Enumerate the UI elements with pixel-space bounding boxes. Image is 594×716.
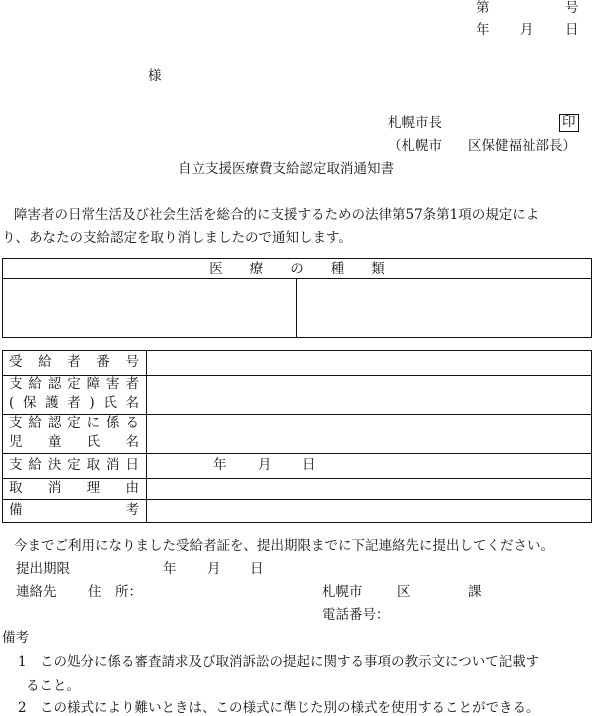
contact-ward: 区 [397,584,411,600]
body-line-2: り、あなたの支給認定を取り消しましたので通知します。 [2,230,352,246]
label-char: 受 [9,354,23,370]
label-char: 消 [106,457,120,473]
row-label-child-name [9,436,139,450]
label-char: 名 [125,434,139,450]
label-char: 氏 [103,395,117,411]
info-table-row-divider [2,453,592,454]
deadline-month: 月 [207,561,221,577]
number-gou-label: 号 [565,0,579,16]
label-char: 害 [106,376,120,392]
label-char: 給 [28,457,42,473]
number-dai-label: 第 [476,0,490,16]
info-table-row-divider [2,478,592,479]
label-char: 日 [125,457,139,473]
label-char: 名 [125,395,139,411]
remarks-item-2-line-1: この様式により難いときは、この様式に準じた別の様式を使用することができる。 [40,700,540,716]
row-label-certified-child [9,417,139,431]
issuer-ward-chief: 区保健福祉部長） [468,138,576,154]
cancel-date-day: 日 [302,457,316,473]
contact-phone-label: 電話番号： [322,607,390,623]
row-label-certified-person [9,378,139,392]
body-line-1: 障害者の日常生活及び社会生活を総合的に支援するための法律第57条第1項の規定によ [14,207,540,223]
remarks-item-1-number: 1 [18,654,27,670]
label-char: 給 [28,415,42,431]
info-table-row-divider [2,499,592,500]
label-char: 支 [9,457,23,473]
cancel-date-month: 月 [258,457,272,473]
contact-city: 札幌市 [322,584,363,600]
label-char: 障 [86,376,101,392]
label-char: 者 [67,395,81,411]
date-year-label: 年 [476,22,490,38]
medical-type-header: 医 療 の 種 類 [209,261,385,277]
cancel-date-year: 年 [213,457,227,473]
label-char: 考 [125,502,139,518]
label-char: 決 [47,457,62,473]
label-char: ) [89,395,95,411]
remarks-item-2-number: 2 [18,700,27,716]
issuer-mayor: 札幌市長 [388,115,442,131]
date-month-label: 月 [520,22,534,38]
contact-section: 課 [468,584,482,600]
document-title: 自立支援医療費支給認定取消通知書 [178,161,394,177]
seal-mark: 印 [559,114,579,132]
remarks-item-1-line-1: この処分に係る審査請求及び取消訴訟の提起に関する事項の教示文について記載す [40,654,540,670]
row-label-remarks [9,504,139,518]
label-char: 護 [45,395,59,411]
medical-table-divider [2,278,592,279]
label-char: 定 [67,457,81,473]
label-char: 給 [38,354,52,370]
label-char: 給 [28,376,42,392]
label-char: 認 [47,415,62,431]
contact-label: 連絡先 [16,584,57,600]
contact-address-label: 住 所： [88,584,142,600]
label-char: ( [9,395,15,411]
label-char: 認 [47,376,62,392]
row-label-cancel-date [9,459,139,473]
deadline-label: 提出期限 [16,561,70,577]
label-char: 消 [47,480,62,496]
medical-table-column-divider [296,278,297,338]
label-char: 児 [9,434,23,450]
label-char: 取 [86,457,101,473]
issuer-ward-prefix: （札幌市 [388,138,442,154]
label-char: る [125,415,139,431]
remarks-title: 備考 [2,630,29,646]
label-char: 番 [96,354,110,370]
label-char: 備 [9,502,23,518]
label-char: 理 [86,480,101,496]
label-char: 定 [67,415,81,431]
label-char: 定 [67,376,81,392]
remarks-item-1-line-2: ること。 [26,678,80,694]
label-char: 支 [9,415,23,431]
deadline-day: 日 [250,561,264,577]
label-char: 童 [47,434,62,450]
date-day-label: 日 [565,22,579,38]
row-label-recipient-number [9,356,139,370]
label-char: 保 [22,395,37,411]
label-char: 号 [125,354,139,370]
row-label-guardian-name [9,397,139,411]
return-notice: 今までご利用になりました受給者証を、提出期限までに下記連絡先に提出してください。 [14,538,554,554]
label-char: 者 [125,376,139,392]
label-char: 由 [125,480,139,496]
label-char: 支 [9,376,23,392]
label-char: 氏 [86,434,101,450]
label-char: に [86,415,101,431]
recipient-honorific: 様 [148,68,162,84]
row-label-cancel-reason [9,482,139,496]
deadline-year: 年 [163,561,177,577]
label-char: 者 [67,354,81,370]
label-char: 係 [106,415,120,431]
label-char: 取 [9,480,23,496]
